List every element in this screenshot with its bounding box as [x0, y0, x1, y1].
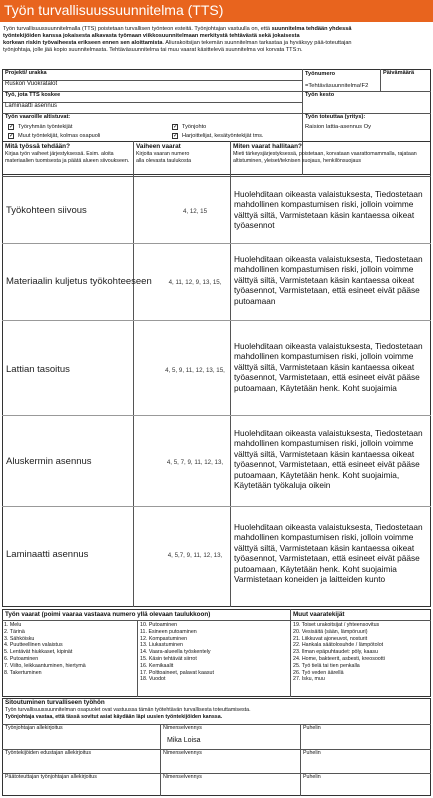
commitment-text: Työn turvallisuussuunnitelman osapuolet ovat vastuussa tämän työtehtävän turvallisesta toteuttamisesta. Työnjohtaja vastaa, että tässä sovitut asiat käydään läpi uusien työntekijöiden kanssa. [5, 707, 251, 720]
col1-title: Mitä työssä tehdään? [5, 143, 70, 150]
hazard-list-1: 1. Melu 2. Tärinä 3. Sähköisku 4. Puutteellinen valaistus 5. Lentävät hiukkaset, kipinät 6. Putoaminen 7. Viilto, leikkaantuminen, hiertymä 8. Takertuminen [4, 622, 86, 676]
sign-name-value[interactable]: Mika Loisa [167, 737, 201, 744]
step-task: Työkohteen siivous [6, 205, 87, 216]
checkbox-trainees[interactable]: ✓ [173, 133, 179, 139]
page-title: Työn turvallisuussuunnitelma (TTS) [4, 2, 224, 18]
project-label: Projekti/ urakka [5, 70, 47, 76]
executor-label: Työn toteuttaa (yritys): [305, 114, 366, 120]
step-hazards: 4, 5, 9, 11, 12, 13, 15, [165, 367, 225, 374]
intro-line-bold: suunnitelma tehdään yhdessä [271, 26, 352, 32]
step-hazards: 4, 5,7, 9, 11, 12, 13, [167, 552, 223, 559]
duration-label: Työn kesto [305, 92, 335, 98]
other-hazards-title: Muut vaaratekijät [293, 611, 345, 618]
intro-line-bold: korkean riskin työvaiheesta erikseen ennen sen aloittamista [3, 40, 163, 46]
worknumber-label: Työnumero [305, 71, 336, 77]
date-label: Päivämäärä [383, 70, 415, 76]
sign-phone-label: Puhelin [303, 774, 321, 780]
col2-desc: Kirjoita vaaran numero alla olevasta taulukosta [136, 151, 192, 164]
col3-desc: Mieti tärkeysjärjestyksessä, poistetaan, korvataan vaarattomammalla, rajataan altistuminen, yleiset/teknisen suojaus, henkilönsuojaus [233, 151, 417, 164]
sign-role: Työntekijöiden edustajan allekirjoitus [5, 750, 91, 756]
checkbox-management[interactable]: ✓ [173, 124, 179, 130]
step-hazards: 4, 5, 7, 9, 11, 12, 13, [166, 459, 224, 466]
sign-name-label: Nimenselvennys [163, 750, 202, 756]
hazard-list-2: 10. Putoaminen 11. Esineen putoaminen 12. Kompastuminen 13. Liukastuminen 14. Vaara-alueella työskentely 15. Käsin tehtävät siirrot 16. Kemikaalit 17. Polttoaineet, palavat kaasut 18. Vuodot [140, 622, 214, 683]
exposed-item: Muut työntekijät, kolmas osapuoli [18, 133, 101, 139]
exposed-item: Harjoittelijat, kesätyöntekijät tms. [182, 133, 264, 139]
sign-phone-label: Puhelin [303, 725, 321, 731]
step-control: Huolehditaan oikeasta valaistuksesta, Tiedostetaan mahdollinen kompastumisen riski, jolloin voimme välttyä siltä, Varmistetaan käsin kantaessa oikeat työasennot [234, 189, 423, 231]
step-hazards: 4, 12, 15 [182, 208, 208, 215]
col2-title: Vaiheen vaarat [136, 143, 181, 150]
worknumber-value[interactable]: =Tehtäväsuunnitelma!F2 [305, 83, 369, 89]
col3-title: Miten vaarat hallitaan? [233, 143, 302, 150]
executor-value[interactable]: Raision lattia-asennus Oy [305, 124, 372, 130]
sign-name-label: Nimenselvennys [163, 774, 202, 780]
work-label: Työ, jota TTS koskee [5, 92, 61, 98]
step-task: Materiaalin kuljetus työkohteeseen [6, 276, 152, 287]
sign-name-label: Nimenselvennys [163, 725, 202, 731]
step-control: Huolehditaan oikeasta valaistuksesta, Tiedostetaan mahdollinen kompastumisen riski, jolloin voimme välttyä siltä, Varmistetaan käsin kantaessa oikeat työasennot, Varmistetaan, että esineet eivät pääse putoamaan [234, 254, 423, 306]
project-value[interactable]: Ruskon Vuokratalot [5, 81, 58, 87]
sign-role: Päätoteuttajan työnjohtajan allekirjoitus [5, 774, 97, 780]
exposed-item: Työryhmän työntekijät [18, 124, 73, 130]
title-bar [0, 0, 433, 22]
step-control: Huolehditaan oikeasta valaistuksesta, Tiedostetaan mahdollinen kompastumisen riski, jolloin voimme välttyä siltä, Varmistetaan käsin kantaessa oikeat työasennot, Varmistetaan, että esineet eivät pääse putoamaan, Käytetään henk. Koht suojaimia, Käytetään työkaluja oikein [234, 428, 423, 491]
step-hazards: 4, 11, 12, 9, 13, 15, [168, 279, 222, 286]
step-task: Laminaatti asennus [6, 549, 89, 560]
sign-role: Työnjohtajan allekirjoitus [5, 725, 63, 731]
step-control: Huolehditaan oikeasta valaistuksesta, Tiedostetaan mahdollinen kompastumisen riski, jolloin voimme välttyä siltä, Varmistetaan käsin kantaessa oikeat työasennot, Varmistetaan, että esineet eivät pääse putoamaan, Käytetään henk. Koht suojaimia Varmistetaan koneiden ja laitteiden kunto [234, 522, 423, 585]
checkbox-others[interactable]: ✓ [9, 133, 15, 139]
exposed-label: Työn vaaroille altistuvat: [5, 114, 71, 120]
intro-line: . Aliurakoitsijan tekemän suunnitelman tarkastaa ja hyväksyy pää-toteuttajan [162, 40, 352, 46]
checkbox-team[interactable]: ✓ [9, 124, 15, 130]
intro-line: Työn turvallisuussuunnitelmalla (TTS) poistetaan turvallisen työnteon esteitä. Työnjohtajan vastuulla on, että [3, 26, 270, 32]
hazard-list-3: 19. Toiset urakoitsijat / yhteensovitus 20. Vesisäitä (sään, lämpöruuri) 21. Liikkuvat ajoneuvot, nosturit 22. Hankala säätolosuhde / lämpötolot 23. Ilman epäpuhtaudet: pöly, kaasu 24. Home, bakteerit, asbesti, kreosootti 25. Työ tielä tai tien penkalla 26. Työ veden äärellä 27. Isku, muu [293, 622, 385, 683]
col1-desc: Kirjaa työn vaiheet järjestyksessä. Esim. aloita materiaalien tuomisesta ja päätä alueen siivoukseen. [5, 151, 130, 164]
work-value[interactable]: Laminaatti asennus [5, 103, 58, 109]
intro-text [3, 26, 429, 54]
hazard-table-title: Työn vaarat (poimi vaaraa vastaava numero yllä olevaan taulukkoon) [5, 611, 211, 618]
step-task: Aluskermin asennus [6, 456, 92, 467]
step-task: Lattian tasoitus [6, 364, 70, 375]
commitment-title: Sitoutuminen turvalliseen työhön [5, 699, 105, 706]
exposed-item: Työnjohto [182, 124, 207, 130]
intro-line: työnjohtaja, jolle jää kopio suunnitelmasta. Tehtäväsuunnitelma tai muu vaarat käsittelevä suunnitelma voi korvata TTS:n. [3, 47, 303, 53]
step-control: Huolehditaan oikeasta valaistuksesta, Tiedostetaan mahdollinen kompastumisen riski, jolloin voimme välttyä siltä, Varmistetaan käsin kantaessa oikeat työasennot, Varmistetaan, että esineet eivät pääse putoamaan, Käytetään henk. Koht suojaimia [234, 341, 423, 393]
intro-line-bold: työntekijöiden kanssa jokaisesta alkavasta työmaan viikkosuunnitelmaan merkitystä tehtävästä sekä jokaisesta [3, 33, 300, 39]
sign-phone-label: Puhelin [303, 750, 321, 756]
